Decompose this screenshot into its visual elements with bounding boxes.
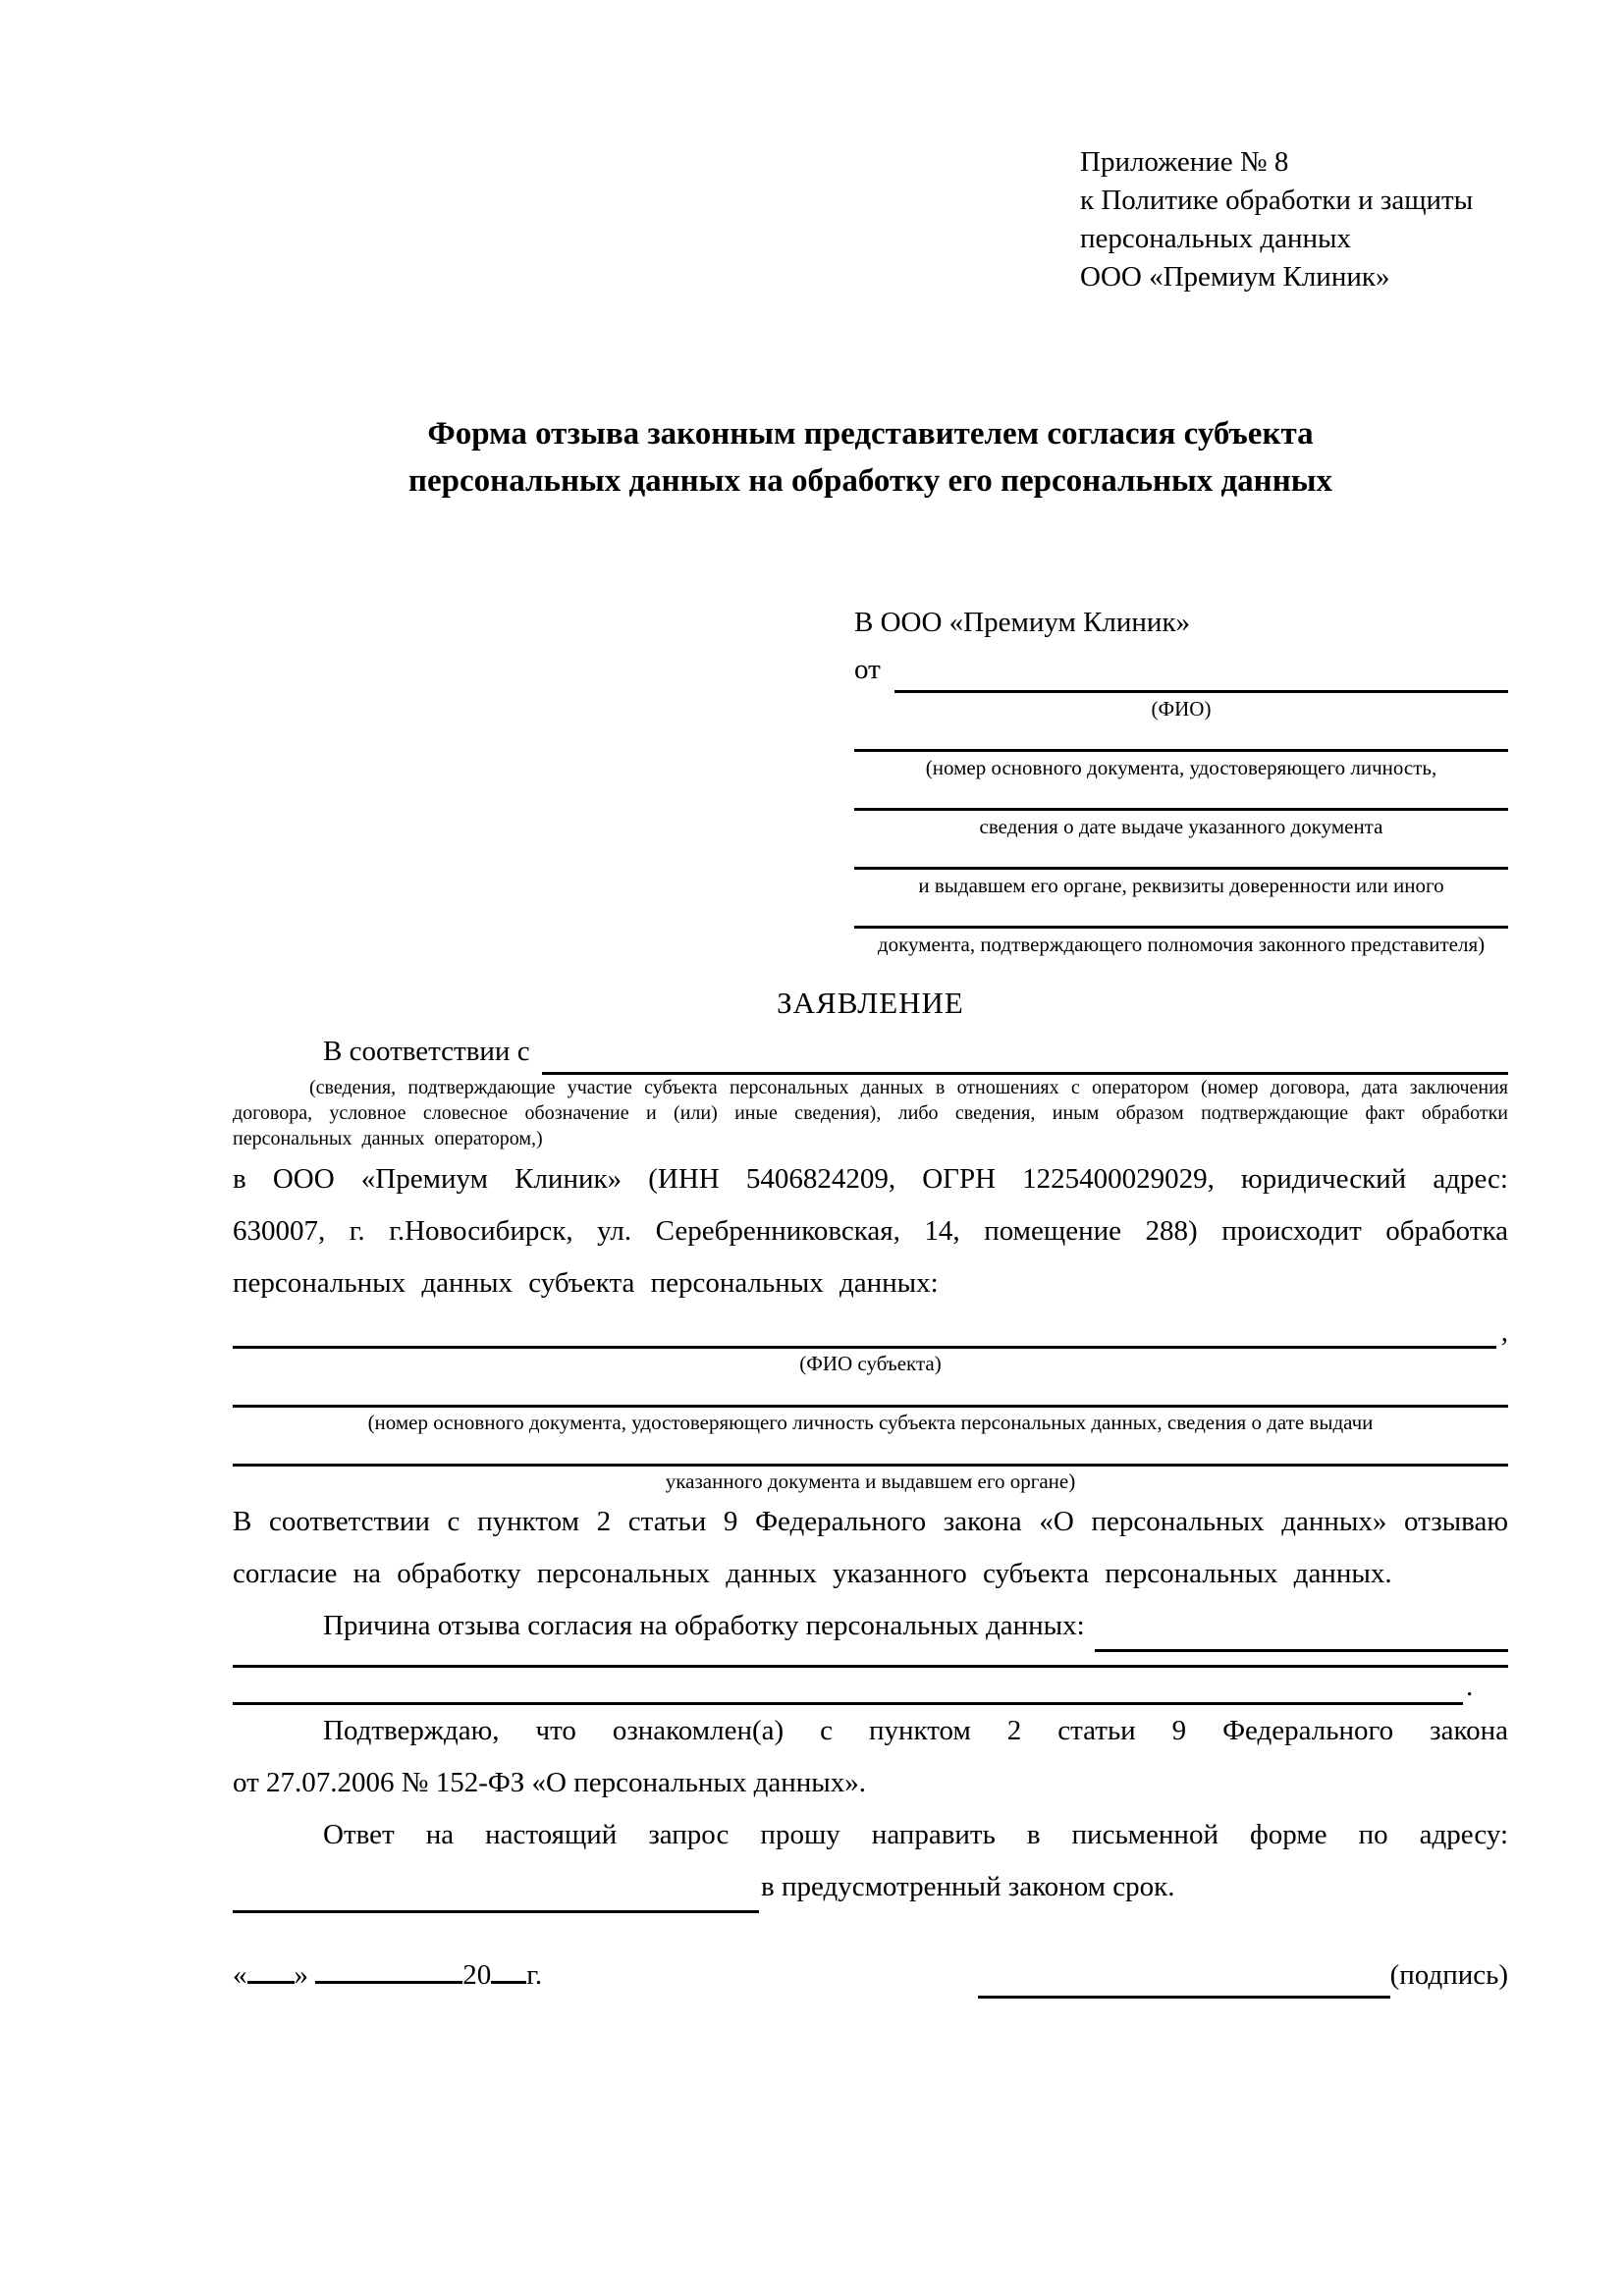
- withdraw-paragraph: В соответствии с пунктом 2 статьи 9 Федерального закона «О персональных данных» отзываю согласие на обработку персональных данных указанного субъекта персональных данных.: [233, 1506, 1508, 1589]
- statement-heading: ЗАЯВЛЕНИЕ: [777, 986, 964, 1020]
- day-blank: [247, 1949, 295, 1984]
- confirm-paragraph: [233, 1705, 1508, 1809]
- reason-blank-line: [233, 1674, 1463, 1705]
- reply-address-line: [233, 1872, 759, 1913]
- signature-field: [978, 1951, 1508, 1999]
- fill-line: [233, 1382, 1508, 1408]
- reason-row: [233, 1600, 1508, 1652]
- confirm-line: от 27.07.2006 № 152-ФЗ «О персональных данных».: [233, 1767, 867, 1798]
- appendix-line: ООО «Премиум Клиник»: [1080, 261, 1390, 293]
- fill-line-caption: (номер основного документа, удостоверяющего личность,: [925, 756, 1437, 779]
- fill-line: [233, 1323, 1496, 1349]
- from-label: от: [854, 654, 881, 685]
- trailing-period: .: [1466, 1671, 1474, 1702]
- addressee-to: В ООО «Премиум Клиник»: [854, 607, 1191, 638]
- intro-row: [233, 1028, 1508, 1075]
- subject-fio-caption: (ФИО субъекта): [799, 1352, 942, 1375]
- year-prefix: 20: [462, 1959, 492, 1991]
- appendix-note: [1080, 143, 1508, 296]
- fill-line-caption: документа, подтверждающего полномочия законного представителя): [877, 933, 1486, 956]
- intro-label: В соответствии с: [323, 1036, 530, 1067]
- representative-doc-row: [854, 780, 1508, 839]
- signature-caption: (подпись): [1389, 1959, 1508, 1991]
- operator-paragraph: в ООО «Премиум Клиник» (ИНН 5406824209, ОГРН 1225400029029, юридический адрес: 630007, г. г.Новосибирск, ул. Серебренниковская, 14, помещение 288) происходит обработка персональных данных субъекта персональных данных:: [233, 1163, 1508, 1299]
- confirm-line: Подтверждаю, что ознакомлен(а) с пунктом 2 статьи 9 Федерального закона: [323, 1715, 1508, 1746]
- representative-doc-row: [854, 898, 1508, 957]
- representative-doc-row: [854, 839, 1508, 898]
- intro-footnote: (сведения, подтверждающие участие субъекта персональных данных в отношениях с оператором (номер договора, дата заключения договора, условное словесное обозначение и (или) иные сведения), либо сведения, иным образом подтверждающие факт обработки персональных данных оператором,): [233, 1077, 1508, 1149]
- subject-doc-row: [233, 1441, 1508, 1494]
- reply-tail-text: в предусмотренный законом срок.: [761, 1871, 1175, 1902]
- appendix-line: Приложение № 8: [1080, 146, 1289, 178]
- reason-blank-line-row: [233, 1668, 1508, 1705]
- footer-row: [233, 1949, 1508, 1999]
- year-suffix: г.: [526, 1959, 543, 1991]
- representative-doc-row: [854, 721, 1508, 780]
- addressee-from-row: [854, 646, 1508, 693]
- fio-fill-line: [894, 654, 1508, 693]
- quote-open: «: [233, 1959, 247, 1991]
- appendix-line: к Политике обработки и защиты: [1080, 185, 1474, 216]
- fill-line: [233, 1441, 1508, 1467]
- quote-close: »: [294, 1959, 308, 1991]
- fill-line: [854, 721, 1508, 752]
- month-blank: [315, 1949, 462, 1984]
- date-field: [233, 1949, 542, 1999]
- fill-line-caption: сведения о дате выдаче указанного документа: [979, 815, 1383, 838]
- fill-line-caption: и выдавшем его органе, реквизиты доверенности или иного: [918, 874, 1444, 897]
- reply-address-row: [233, 1861, 1508, 1913]
- trailing-comma: ,: [1500, 1316, 1508, 1348]
- document-content: [233, 0, 1508, 1999]
- appendix-line: персональных данных: [1080, 223, 1352, 254]
- subject-fio-row: [233, 1315, 1508, 1376]
- document-title: Форма отзыва законным представителем согласия субъекта персональных данных на обработку его персональных данных: [408, 416, 1332, 499]
- fill-line: [854, 780, 1508, 811]
- subject-doc-row: [233, 1382, 1508, 1435]
- reply-paragraph: Ответ на настоящий запрос прошу направить в письменной форме по адресу:: [323, 1819, 1508, 1850]
- reason-fill-line: [1095, 1611, 1508, 1652]
- year-blank: [491, 1949, 526, 1984]
- subject-doc-caption: указанного документа и выдавшем его органе): [665, 1469, 1076, 1493]
- addressee-block: [854, 599, 1508, 957]
- signature-line: [978, 1957, 1390, 1999]
- reason-blank-line: [233, 1656, 1508, 1668]
- intro-fill-line: [542, 1036, 1508, 1075]
- reason-label: Причина отзыва согласия на обработку персональных данных:: [323, 1610, 1085, 1641]
- fill-line: [854, 839, 1508, 870]
- subject-doc-caption: (номер основного документа, удостоверяющего личность субъекта персональных данных, сведения о дате выдачи: [367, 1411, 1374, 1434]
- fio-caption: (ФИО): [1151, 697, 1212, 721]
- fill-line: [854, 898, 1508, 929]
